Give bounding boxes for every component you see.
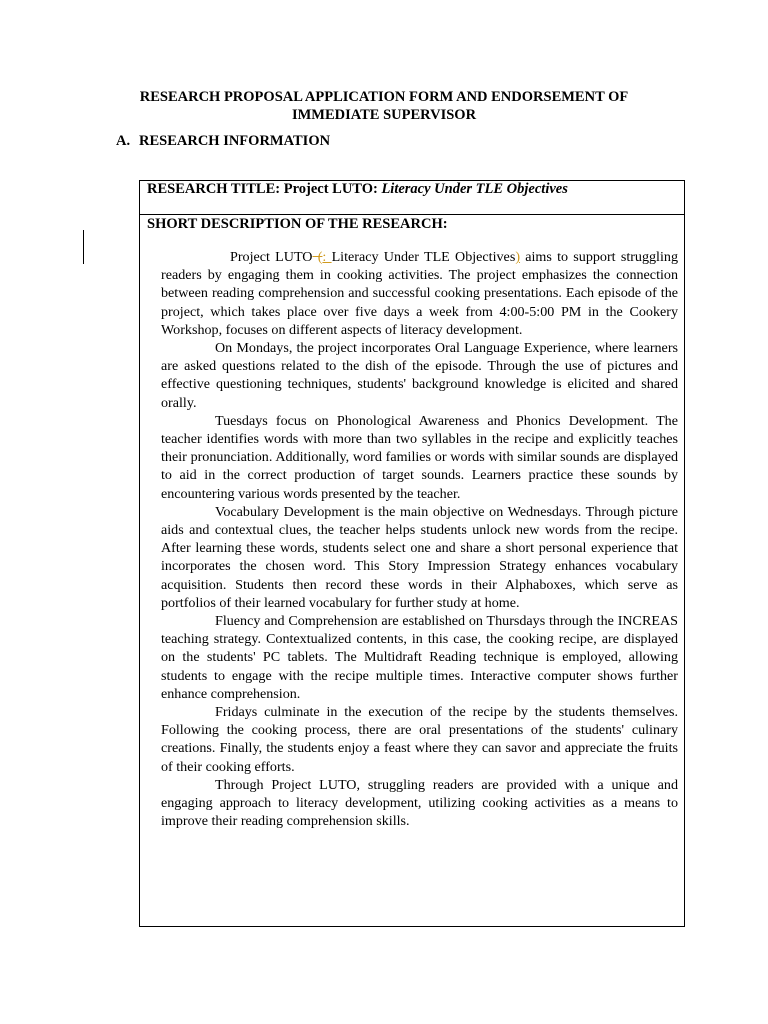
research-title-row [140,181,684,215]
description-paragraph: On Mondays, the project incorporates Oral Language Experience, where learners are asked questions related to the dish of the episode. Through the use of pictures and effective questioning techniques, students' background knowledge is elicited and shared orally. [161,340,678,411]
change-bar [83,230,84,264]
document-title-line2: IMMEDIATE SUPERVISOR [291,107,477,123]
document-title-line1: RESEARCH PROPOSAL APPLICATION FORM AND ENDORSEMENT OF [139,89,629,105]
tracked-insertion: : [322,249,332,265]
document-title [100,88,668,124]
description-paragraph: Tuesdays focus on Phonological Awareness and Phonics Development. The teacher identifies words with more than two syllables in the recipe and explicitly teaches their pronunciation. Additionally, word families or words with similar sounds are displayed to aid in the correct production of target sounds. Learners practice these sounds by encountering various words presented by the teacher. [161,412,678,502]
description-paragraph: Fridays culminate in the execution of the recipe by the students themselves. Following the cooking process, there are oral presentations of the students' culinary creations. Finally, the students enjoy a feast where they can savor and appreciate the fruits of their cooking efforts. [161,704,678,775]
description-body[interactable] [161,248,678,831]
research-info-table [139,180,685,927]
section-heading [116,133,330,150]
tracked-deletion: ( [312,249,323,265]
description-paragraph: Project LUTO (: Literacy Under TLE Objectives) aims to support struggling readers by engaging them in cooking activities. The project emphasizes the connection between reading comprehension and successful cooking presentations. Each episode of the project, which takes place over five days a week from 4:00-5:00 PM in the Cookery Workshop, focuses on different aspects of literacy development. [161,249,678,338]
research-title-value: Literacy Under TLE Objectives [381,181,568,197]
research-title-label: RESEARCH TITLE: Project LUTO: [147,181,378,197]
description-paragraph: Fluency and Comprehension are established on Thursdays through the INCREAS teaching strategy. Contextualized contents, in this case, the cooking recipe, are displayed on the students' PC tablets. The Multidraft Reading technique is employed, allowing students to engage with the recipe multiple times. Interactive computer shows further enhance comprehension. [161,613,678,702]
tracked-insertion: ) [515,249,521,265]
description-paragraph: Through Project LUTO, struggling readers are provided with a unique and engaging approach to literacy development, utilizing cooking activities as a means to improve their reading comprehension skills. [161,776,678,830]
description-label: SHORT DESCRIPTION OF THE RESEARCH: [147,216,448,232]
section-number: A. [116,133,131,149]
section-label: RESEARCH INFORMATION [139,133,331,149]
description-paragraph: Vocabulary Development is the main objective on Wednesdays. Through picture aids and contextual clues, the teacher helps students unlock new words from the recipe. After learning these words, students select one and share a short personal experience that incorporates the chosen word. This Story Impression Strategy enhances vocabulary acquisition. Students then record these words in their Alphaboxes, which serve as portfolios of their learned vocabulary for further study at home. [161,503,678,611]
